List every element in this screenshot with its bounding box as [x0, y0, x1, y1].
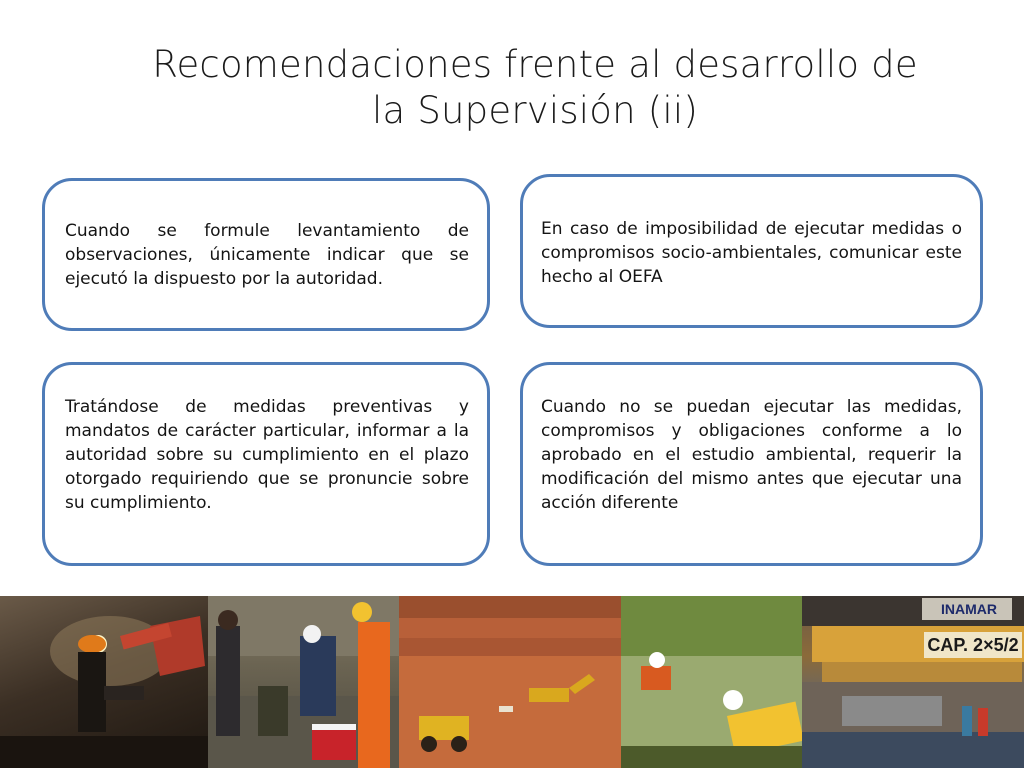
recommendation-box-1 — [42, 178, 490, 331]
underground-miner-illustration — [0, 596, 208, 768]
field-workers-illustration — [208, 596, 399, 768]
photo-open-pit-trucks — [399, 596, 621, 768]
crane-brand-sign: INAMAR — [941, 601, 997, 617]
slide-title-line-2: la Supervisión (ii) — [372, 89, 698, 132]
recommendation-box-3 — [42, 362, 490, 566]
recommendation-box-4 — [520, 362, 983, 566]
recommendation-text-2: En caso de imposibilidad de ejecutar medidas o compromisos socio-ambientales, comunicar este hecho al OEFA — [541, 219, 962, 287]
recommendation-box-2 — [520, 174, 983, 328]
photo-industrial-plant — [802, 596, 1024, 768]
photo-field-inspection — [621, 596, 802, 768]
field-inspection-illustration — [621, 596, 802, 768]
photo-strip — [0, 596, 1024, 768]
industrial-plant-illustration — [802, 596, 1024, 768]
slide-title — [60, 42, 1010, 134]
open-pit-illustration — [399, 596, 621, 768]
recommendation-text-3: Tratándose de medidas preventivas y mandatos de carácter particular, informar a la autoridad sobre su cumplimiento en el plazo otorgado requiriendo que se pronuncie sobre su cumplimiento. — [65, 397, 469, 513]
photo-field-workers — [208, 596, 399, 768]
recommendation-text-4: Cuando no se puedan ejecutar las medidas, compromisos y obligaciones conforme a lo aprobado en el estudio ambiental, requerir la modificación del mismo antes que ejecutar una acción diferente — [541, 397, 962, 513]
recommendation-text-1: Cuando se formule levantamiento de observaciones, únicamente indicar que se ejecutó la dispuesto por la autoridad. — [65, 221, 469, 289]
crane-capacity-sign: CAP. 2×5/2 — [927, 635, 1019, 655]
slide-title-line-1: Recomendaciones frente al desarrollo de — [152, 43, 918, 86]
photo-underground-miner — [0, 596, 208, 768]
